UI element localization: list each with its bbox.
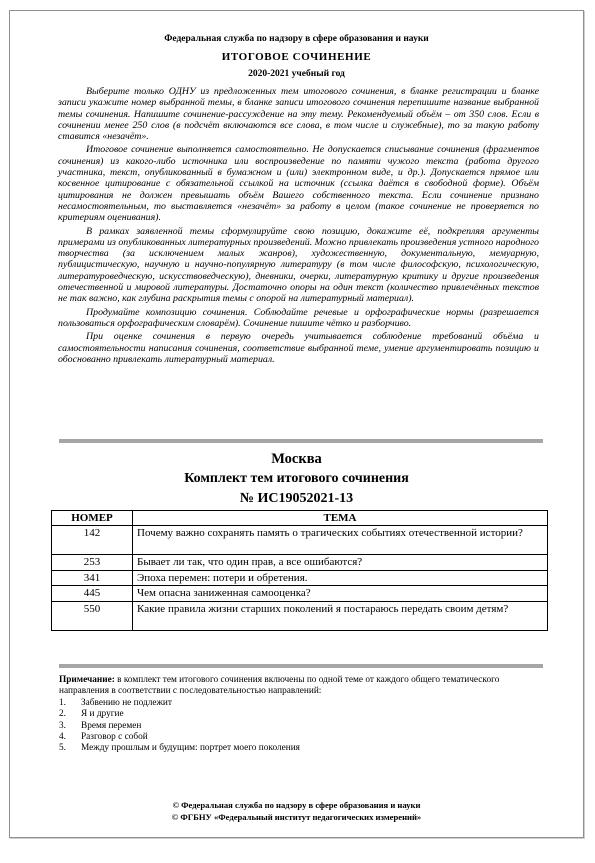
topic-text: Чем опасна заниженная самооценка?	[133, 586, 548, 602]
agency-header: Федеральная служба по надзору в сфере образования и науки	[164, 34, 429, 44]
topic-set-title: Комплект тем итогового сочинения	[184, 471, 409, 486]
topic-number: 253	[52, 555, 133, 571]
list-item-text: Разговор с собой	[81, 732, 148, 743]
list-item-number: 1.	[59, 697, 66, 708]
list-item	[59, 732, 547, 743]
topic-number: 550	[52, 601, 133, 630]
topic-number: 445	[52, 586, 133, 602]
list-item-text: Я и другие	[81, 709, 124, 720]
instruction-paragraph: Выберите только ОДНУ из предложенных тем итогового сочинения, в бланке регистрации и бланке записи укажите номер выбранной темы, в бланке записи итогового сочинения перепишите название выбранной темы сочинения. Напишите сочинение-рассуждение на эту тему. Рекомендуемый объём – от 350 слов. Если в сочинении менее 250 слов (в подсчёт включаются все слова, в том числе и служебные), то за такую работу ставится «незачёт».	[58, 86, 539, 143]
copyright-footer	[10, 800, 583, 823]
table-row	[52, 570, 548, 586]
note-text: в комплект тем итогового сочинения включены по одной теме от каждого общего тематического направления в соответствии с последовательностью направлений:	[59, 675, 500, 697]
list-item-text: Забвению не подлежит	[81, 697, 172, 708]
divider-bottom	[59, 664, 543, 668]
topic-text: Бывает ли так, что один прав, а все ошибаются?	[133, 555, 548, 571]
list-item-number: 2.	[59, 709, 66, 720]
instructions-block	[58, 86, 539, 367]
list-item-text: Между прошлым и будущим: портрет моего поколения	[81, 743, 300, 754]
copyright-line: © Федеральная служба по надзору в сфере образования и науки	[172, 800, 421, 810]
topic-number: 341	[52, 570, 133, 586]
city-heading: Москва	[271, 451, 322, 467]
instruction-paragraph: В рамках заявленной темы сформулируйте свою позицию, докажите её, подкрепляя аргументы примерами из опубликованных литературных произведений. Можно привлекать произведения устного народного творчества (за исключением малых жанров), художественную, документальную, мемуарную, публицистическую, научную и научно-популярную литературу (в том числе философскую, психологическую, литературоведческую, искусствоведческую), дневники, очерки, литературную критику и другие произведения отечественной и мировой литературы. Достаточно опоры на один текст (количество привлечённых текстов не так важно, как глубина раскрытия темы с опорой на литературный материал).	[58, 225, 539, 305]
table-row	[52, 526, 548, 555]
list-item-number: 5.	[59, 743, 66, 754]
academic-year: 2020-2021 учебный год	[248, 69, 345, 79]
divider-top	[59, 439, 543, 443]
instruction-paragraph: Продумайте композицию сочинения. Соблюдайте речевые и орфографические нормы (разрешается пользоваться орфографическим словарём). Сочинение пишите чётко и разборчиво.	[58, 306, 539, 329]
note-intro	[59, 675, 547, 698]
list-item-number: 4.	[59, 732, 66, 743]
copyright-line: © ФГБНУ «Федеральный институт педагогических измерений»	[171, 811, 422, 822]
table-row	[52, 601, 548, 630]
table-row	[52, 555, 548, 571]
topic-number: 142	[52, 526, 133, 555]
note-block	[59, 675, 547, 755]
topic-set-number: № ИС19052021-13	[239, 491, 354, 506]
topic-text: Эпоха перемен: потери и обретения.	[133, 570, 548, 586]
instruction-paragraph: При оценке сочинения в первую очередь учитывается соблюдение требований объёма и самостоятельности написания сочинения, соответствие выбранной теме, умение аргументировать позицию и обоснованно привлекать литературный материал.	[58, 331, 539, 365]
list-item	[59, 698, 547, 709]
list-item	[59, 721, 547, 732]
note-label: Примечание:	[59, 675, 115, 685]
list-item-text: Время перемен	[81, 720, 142, 731]
direction-list	[59, 698, 547, 755]
table-header-row	[52, 511, 548, 526]
list-item	[59, 743, 547, 754]
column-header-topic: ТЕМА	[133, 511, 548, 526]
list-item-number: 3.	[59, 720, 66, 731]
table-row	[52, 586, 548, 602]
instruction-paragraph: Итоговое сочинение выполняется самостоятельно. Не допускается списывание сочинения (фрагментов сочинения) из какого-либо источника или воспроизведение по памяти чужого текста (работа другого участника, текст, опубликованный в бумажном и (или) электронном виде, и др.). Допускается прямое или косвенное цитирование с обязательной ссылкой на источник (ссылка даётся в свободной форме). Объём цитирования не должен превышать объём Вашего собственного текста. Если сочинение признано несамостоятельным, то выставляется «незачёт» за работу в целом (такое сочинение не проверяется по критериям оценивания).	[58, 144, 539, 224]
column-header-number: НОМЕР	[52, 511, 133, 526]
document-page	[9, 10, 584, 838]
document-title: ИТОГОВОЕ СОЧИНЕНИЕ	[221, 51, 372, 63]
topics-table	[51, 510, 548, 631]
topic-text: Почему важно сохранять память о трагических событиях отечественной истории?	[133, 526, 548, 555]
topic-text: Какие правила жизни старших поколений я постараюсь передать своим детям?	[133, 601, 548, 630]
list-item	[59, 709, 547, 720]
